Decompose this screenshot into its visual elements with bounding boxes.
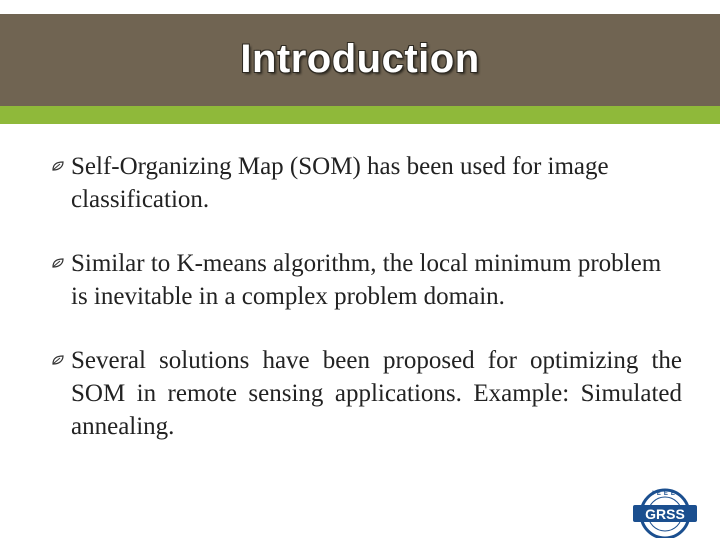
leaf-bullet-icon — [52, 161, 64, 171]
logo-text: GRSS — [645, 506, 685, 522]
bullet-item — [52, 247, 682, 313]
bullet-item — [52, 150, 682, 216]
accent-stripe — [0, 106, 720, 124]
bullet-text: Self-Organizing Map (SOM) has been used for image classification. — [71, 153, 609, 213]
grss-logo — [626, 480, 704, 538]
title-bar — [0, 14, 720, 106]
bullet-item — [52, 344, 682, 443]
bullet-text: Similar to K-means algorithm, the local minimum problem is inevitable in a complex problem domain. — [71, 250, 662, 310]
leaf-bullet-icon — [52, 355, 64, 365]
logo-ring-text: IEEE — [652, 491, 678, 497]
bullet-text: Several solutions have been proposed for optimizing the SOM in remote sensing applications. Example: Simulated annealing. — [71, 347, 682, 440]
leaf-bullet-icon — [52, 258, 64, 268]
slide-title: Introduction — [240, 36, 480, 81]
bullet-list — [52, 150, 682, 474]
